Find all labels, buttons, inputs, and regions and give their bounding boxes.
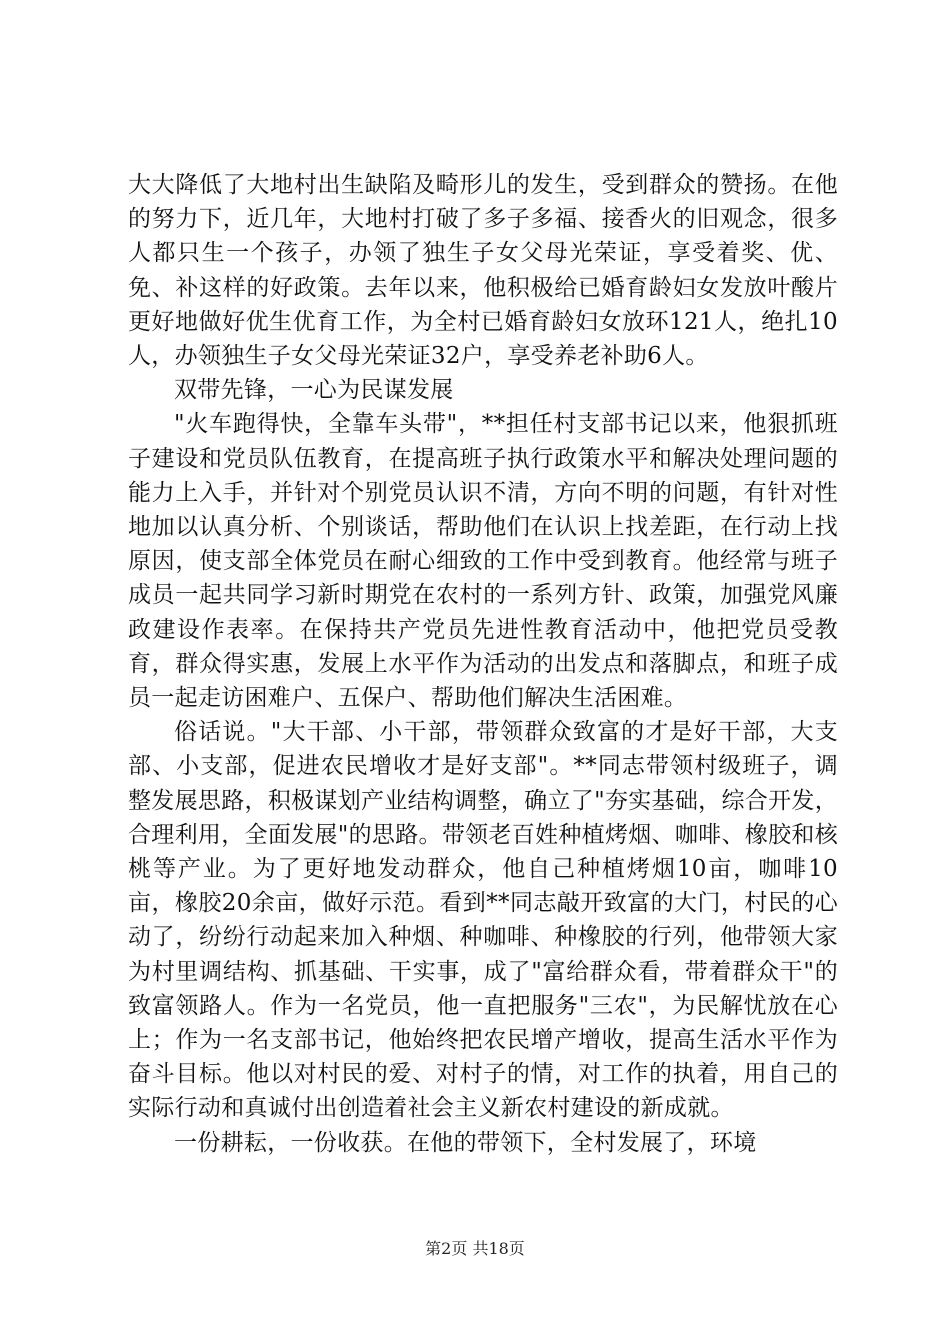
paragraph-2: "火车跑得快，全靠车头带"，**担任村支部书记以来，他狠抓班子建设和党员队伍教育，在提高班子执行政策水平和解决处理问题的能力上入手，并针对个别党员认识不清，方向不明的问题，有针对性地加以认真分析、个别谈话，帮助他们在认识上找差距，在行动上找原因，使支部全体党员在耐心细致的工作中受到教育。他经常与班子成员一起共同学习新时期党在农村的一系列方针、政策，加强党风廉政建设作表率。在保持共产党员先进性教育活动中，他把党员受教育，群众得实惠，发展上水平作为活动的出发点和落脚点，和班子成员一起走访困难户、五保户、帮助他们解决生活困难。 xyxy=(128,411,838,712)
page-number: 第2页 共18页 xyxy=(425,1239,525,1258)
paragraph-4: 一份耕耘，一份收获。在他的带领下，全村发展了，环境 xyxy=(174,1129,757,1156)
section-heading: 双带先锋，一心为民谋发展 xyxy=(174,377,454,404)
paragraph-3: 俗话说。"大干部、小干部，带领群众致富的才是好干部，大支部、小支部，促进农民增收才是好支部"。**同志带领村级班子，调整发展思路，积极谋划产业结构调整，确立了"夯实基础，综合开发，合理利用，全面发展"的思路。带领老百姓种植烤烟、咖啡、橡胶和核桃等产业。为了更好地发动群众，他自己种植烤烟10亩，咖啡10亩，橡胶20余亩，做好示范。看到**同志敲开致富的大门，村民的心动了，纷纷行动起来加入种烟、种咖啡、种橡胶的行列，他带领大家为村里调结构、抓基础、干实事，成了"富给群众看，带着群众干"的致富领路人。作为一名党员，他一直把服务"三农"，为民解忧放在心上；作为一名支部书记，他始终把农民增产增收，提高生活水平作为奋斗目标。他以对村民的爱、对村子的情，对工作的执着，用自己的实际行动和真诚付出创造着社会主义新农村建设的新成就。 xyxy=(128,719,838,1122)
document-body xyxy=(128,168,838,1160)
paragraph-1: 大大降低了大地村出生缺陷及畸形儿的发生，受到群众的赞扬。在他的努力下，近几年，大地村打破了多子多福、接香火的旧观念，很多人都只生一个孩子，办领了独生子女父母光荣证，享受着奖、优、免、补这样的好政策。去年以来，他积极给已婚育龄妇女发放叶酸片更好地做好优生优育工作，为全村已婚育龄妇女放环121人，绝扎10人，办领独生子女父母光荣证32户，享受养老补助6人。 xyxy=(128,172,838,370)
